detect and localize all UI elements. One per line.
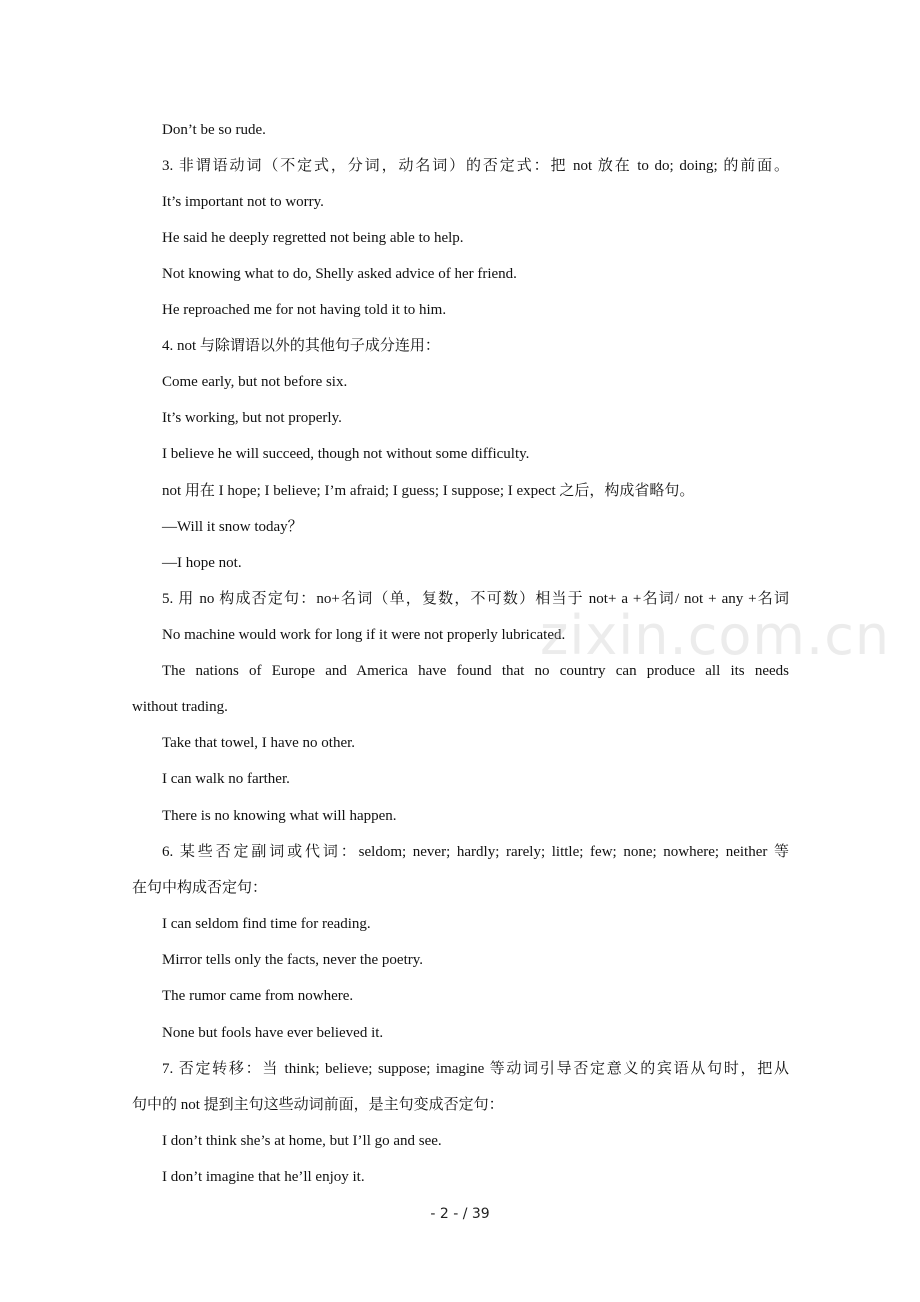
text-line: 3. 非谓语动词（不定式，分词，动名词）的否定式：把 not 放在 to do; doing; 的前面。 xyxy=(162,158,789,174)
text-line: 7. 否定转移：当 think; believe; suppose; imagine 等动词引导否定意义的宾语从句时，把从 xyxy=(162,1061,789,1077)
text-line: 5. 用 no 构成否定句：no+名词（单，复数，不可数）相当于 not+ a +名词/ not + any +名词 xyxy=(162,591,789,607)
text-line: I believe he will succeed, though not without some difficulty. xyxy=(162,446,530,462)
text-line: not 用在 I hope; I believe; I’m afraid; I guess; I suppose; I expect 之后，构成省略句。 xyxy=(162,483,695,499)
text-line: He reproached me for not having told it to him. xyxy=(162,302,447,318)
text-line: I can seldom find time for reading. xyxy=(162,916,371,932)
text-line: —Will it snow today？ xyxy=(162,519,303,535)
text-line: Don’t be so rude. xyxy=(162,122,266,138)
text-line: without trading. xyxy=(132,699,228,715)
text-line: Not knowing what to do, Shelly asked advice of her friend. xyxy=(162,266,517,282)
text-line: There is no knowing what will happen. xyxy=(162,808,397,824)
text-line: The rumor came from nowhere. xyxy=(162,988,354,1004)
text-line: Come early, but not before six. xyxy=(162,374,348,390)
text-line: The nations of Europe and America have found that no country can produce all its needs xyxy=(162,663,789,679)
text-line: It’s important not to worry. xyxy=(162,194,324,210)
text-line: —I hope not. xyxy=(162,555,242,571)
page-number-footer: - 2 - / 39 xyxy=(430,1206,490,1222)
text-line: Mirror tells only the facts, never the poetry. xyxy=(162,952,424,968)
text-line: He said he deeply regretted not being able to help. xyxy=(162,230,464,246)
text-line: I don’t think she’s at home, but I’ll go and see. xyxy=(162,1133,442,1149)
text-line: It’s working, but not properly. xyxy=(162,410,342,426)
text-line: No machine would work for long if it were not properly lubricated. xyxy=(162,627,566,643)
text-line: 句中的 not 提到主句这些动词前面，是主句变成否定句： xyxy=(132,1097,504,1113)
text-line: 在句中构成否定句： xyxy=(132,880,268,896)
text-line: None but fools have ever believed it. xyxy=(162,1025,384,1041)
text-line: I don’t imagine that he’ll enjoy it. xyxy=(162,1169,365,1185)
text-line: I can walk no farther. xyxy=(162,771,290,787)
text-line: 4. not 与除谓语以外的其他句子成分连用： xyxy=(162,338,440,354)
text-line: Take that towel, I have no other. xyxy=(162,735,356,751)
text-line: 6. 某些否定副词或代词：seldom; never; hardly; rarely; little; few; none; nowhere; neither 等 xyxy=(162,844,789,860)
watermark: zixin.com.cn xyxy=(540,604,891,667)
